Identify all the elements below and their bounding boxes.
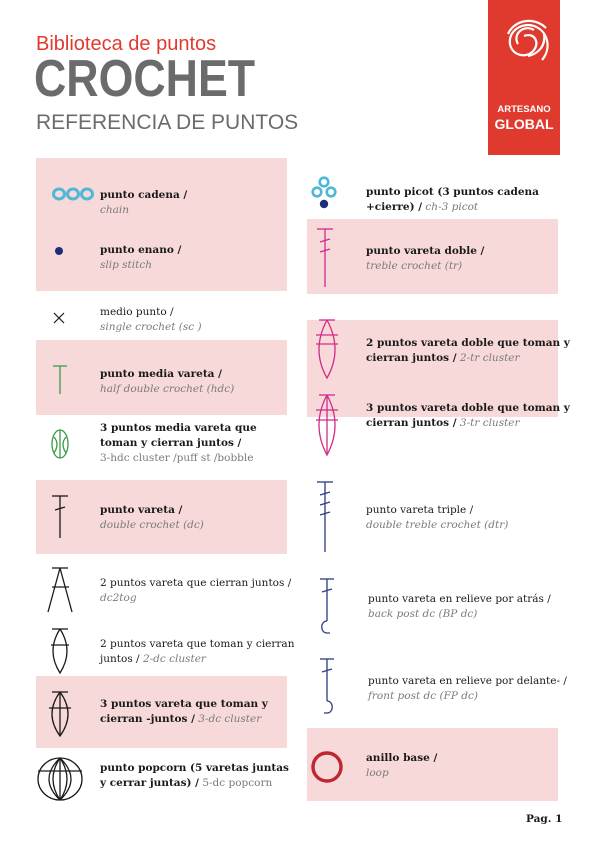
entry-2dc-cluster-name: 2 puntos vareta que toman y cierran (100, 638, 295, 650)
2dc-cluster-icon (42, 627, 78, 675)
page-title: CROCHET (34, 50, 256, 108)
entry-2dc-cluster (100, 637, 294, 667)
picot-icon (309, 175, 339, 211)
entry-picot (366, 185, 539, 215)
entry-dc2tog-name: 2 puntos vareta que cierran juntos / (100, 577, 292, 589)
entry-3dc-cluster-name: 3 puntos vareta que toman y (100, 698, 268, 710)
entry-hdc (100, 367, 234, 397)
front-post-dc-icon (316, 657, 336, 717)
entry-bpdc-name: punto vareta en relieve por atrás / (368, 593, 551, 605)
page-number: Pag. 1 (526, 813, 563, 825)
entry-3dc-cluster-name2: cierran -juntos / (100, 713, 195, 725)
entry-dtr-name: punto vareta triple / (366, 504, 474, 516)
entry-2tr-cluster-name2: cierran juntos / (366, 352, 457, 364)
chain-icon (50, 185, 98, 203)
brand-line1: ARTESANO (497, 104, 551, 115)
entry-slip-translation: slip stitch (100, 259, 152, 271)
double-crochet-icon (48, 494, 72, 540)
3tr-cluster-icon (311, 393, 343, 457)
entry-chain-name: punto cadena / (100, 189, 188, 201)
slip-stitch-icon (53, 245, 65, 257)
entry-hdc-cluster-translation: 3-hdc cluster /puff st /bobble (100, 452, 254, 464)
entry-hdc-cluster-name: 3 puntos media vareta que (100, 422, 257, 434)
3dc-cluster-icon (42, 690, 78, 738)
entry-3dc-cluster-translation: 3-dc cluster (198, 713, 262, 725)
entry-bpdc-translation: back post dc (BP dc) (368, 608, 478, 620)
entry-3tr-cluster-translation: 3-tr cluster (459, 417, 520, 429)
entry-loop (366, 751, 437, 781)
entry-hdc-cluster-name2: toman y cierran juntos / (100, 437, 242, 449)
entry-hdc-cluster (100, 421, 257, 466)
header-subtitle: Biblioteca de puntos (36, 33, 217, 55)
single-crochet-icon (52, 311, 66, 325)
entry-sc-name: medio punto / (100, 306, 174, 318)
2tr-cluster-icon (311, 318, 343, 380)
entry-double-treble (366, 503, 508, 533)
hdc-cluster-icon (47, 427, 73, 461)
entry-fpdc-name: punto vareta en relieve por delante- / (368, 675, 567, 687)
entry-2dc-cluster-translation: 2-dc cluster (142, 653, 206, 665)
entry-hdc-translation: half double crochet (hdc) (100, 383, 235, 395)
spiral-logo-icon (488, 0, 560, 100)
entry-dtr-translation: double treble crochet (dtr) (366, 519, 509, 531)
entry-popcorn-name2: y cerrar juntas) / (100, 777, 199, 789)
loop-icon (309, 749, 345, 785)
brand-line2: GLOBAL (494, 116, 554, 132)
brand-logo (488, 0, 560, 155)
entry-picot-name: punto picot (3 puntos cadena (366, 186, 539, 198)
entry-slip-stitch (100, 243, 181, 273)
entry-3tr-cluster-name: 3 puntos vareta doble que toman y (366, 402, 570, 414)
dc2tog-icon (42, 566, 78, 614)
entry-chain-translation: chain (100, 204, 130, 216)
entry-dc-translation: double crochet (dc) (100, 519, 204, 531)
entry-3tr-cluster (366, 401, 570, 431)
entry-popcorn-translation: 5-dc popcorn (202, 777, 273, 789)
entry-hdc-name: punto media vareta / (100, 368, 222, 380)
entry-treble (366, 244, 484, 274)
entry-loop-name: anillo base / (366, 752, 438, 764)
entry-sc-translation: single crochet (sc ) (100, 321, 202, 333)
double-treble-icon (314, 480, 336, 554)
half-double-crochet-icon (50, 364, 70, 396)
entry-dc-name: punto vareta / (100, 504, 183, 516)
entry-dc2tog-translation: dc2tog (100, 592, 137, 604)
entry-popcorn-name: punto popcorn (5 varetas juntas (100, 762, 289, 774)
entry-dc2tog (100, 576, 291, 606)
entry-popcorn (100, 761, 289, 791)
treble-crochet-icon (314, 227, 336, 289)
entry-front-post (368, 674, 567, 704)
entry-3dc-cluster (100, 697, 268, 727)
entry-picot-translation: ch-3 picot (425, 201, 479, 213)
entry-2tr-cluster-name: 2 puntos vareta doble que toman y (366, 337, 570, 349)
entry-chain (100, 188, 187, 218)
entry-treble-name: punto vareta doble / (366, 245, 485, 257)
section-title: REFERENCIA DE PUNTOS (36, 111, 299, 134)
entry-slip-name: punto enano / (100, 244, 182, 256)
entry-single-crochet (100, 305, 202, 335)
popcorn-icon (34, 754, 86, 804)
back-post-dc-icon (316, 577, 336, 637)
entry-dc (100, 503, 204, 533)
entry-fpdc-translation: front post dc (FP dc) (368, 690, 478, 702)
entry-2dc-cluster-name2: juntos / (100, 653, 140, 665)
entry-picot-name2: +cierre) / (366, 201, 423, 213)
entry-loop-translation: loop (366, 767, 389, 779)
entry-treble-translation: treble crochet (tr) (366, 260, 463, 272)
entry-2tr-cluster-translation: 2-tr cluster (459, 352, 520, 364)
entry-2tr-cluster (366, 336, 570, 366)
entry-back-post (368, 592, 551, 622)
entry-3tr-cluster-name2: cierran juntos / (366, 417, 457, 429)
